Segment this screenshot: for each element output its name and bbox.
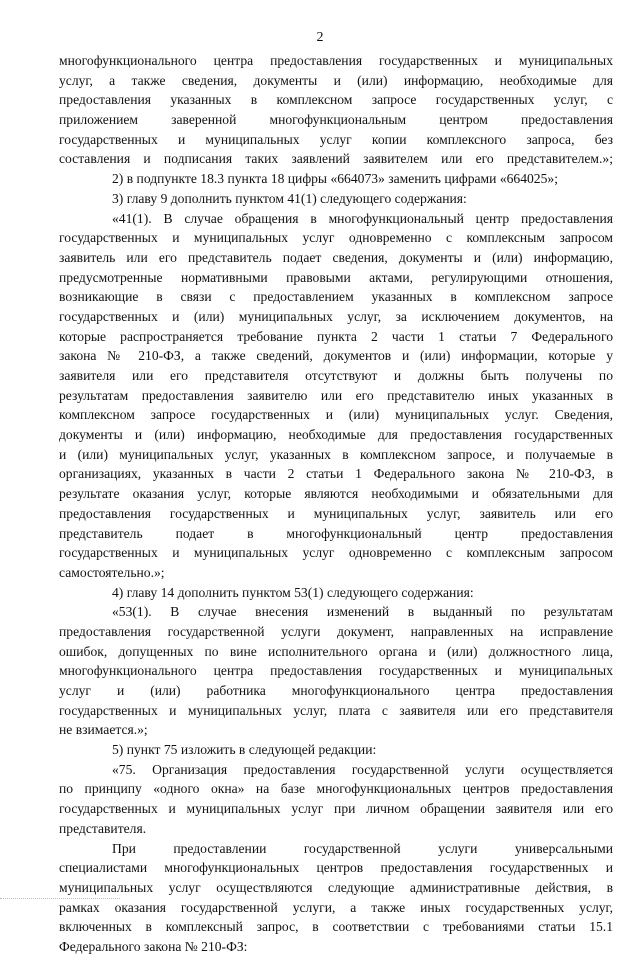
text-line: «41(1). В случае обращения в многофункциональный центр предоставления	[112, 210, 613, 226]
text-line: заявителя или его представителя отсутствуют и должны быть получены по	[59, 368, 613, 383]
text-line: составления и подписания таких заявлений заявителем или его представителем.»;	[59, 151, 613, 167]
text-line: многофункционального центра предоставления государственных и муниципальных	[59, 53, 613, 68]
text-line: государственных и муниципальных услуг при личном обращении заявителя или его	[59, 801, 613, 817]
text-line: государственных и (или) муниципальных услуг, за исключением документов, на	[59, 308, 613, 324]
text-line: результатам предоставления заявителю или его представителю иных указанных в	[59, 387, 613, 403]
text-line: результате оказания услуг, которые являются необходимыми и обязательными для	[59, 486, 613, 502]
text-line: 4) главу 14 дополнить пунктом 53(1) следующего содержания:	[112, 584, 474, 600]
document-body	[59, 51, 613, 957]
text-line: представитель подает в многофункциональный центр предоставления	[59, 525, 613, 541]
text-line: и (или) муниципальных услуг, указанных в комплексном запросе, и получаемые в	[59, 446, 613, 462]
text-line: ошибок, допущенных по вине исполнительного органа и (или) должностного лица,	[59, 643, 613, 659]
text-line: услуг и (или) работника многофункционального центра предоставления	[59, 683, 613, 698]
text-line: предоставления указанных в комплексном запросе государственных услуг, с	[59, 92, 613, 108]
text-line: не взимается.»;	[59, 722, 148, 738]
text-line: государственных и муниципальных услуг копии комплексного запроса, без	[59, 131, 613, 147]
text-line: При предоставлении государственной услуги универсальными	[112, 840, 613, 856]
text-line: услуг, а также сведения, документы и (или) информацию, необходимые для	[59, 72, 613, 88]
text-line: возникающие в связи с предоставлением указанных в комплексном запросе	[59, 289, 613, 305]
text-line: предусмотренные нормативными правовыми актами, регулирующими отношения,	[59, 269, 613, 285]
text-line: приложением заверенной многофункциональным центром предоставления	[59, 112, 613, 128]
text-line: многофункционального центра предоставления государственных и муниципальных	[59, 663, 613, 679]
text-line: Федерального закона № 210-ФЗ:	[59, 938, 248, 954]
text-line: самостоятельно.»;	[59, 564, 165, 580]
text-line: муниципальных услуг осуществляются следующие административные действия, в	[59, 879, 613, 895]
text-line: закона № 210-ФЗ, а также сведений, документов и (или) информации, которые у	[59, 348, 613, 364]
text-line: включенных в комплексный запрос, в соответствии с требованиями статьи 15.1	[59, 919, 613, 935]
text-line: «53(1). В случае внесения изменений в выданный по результатам	[112, 604, 613, 620]
text-line: государственных и муниципальных услуг одновременно с комплексным запросом	[59, 230, 613, 246]
text-line: документы и (или) информацию, необходимые для предоставления государственных	[59, 427, 613, 443]
text-line: «75. Организация предоставления государственной услуги осуществляется	[112, 761, 613, 777]
text-line: комплексном запросе государственных и (или) муниципальных услуг. Сведения,	[59, 407, 613, 423]
text-line: 5) пункт 75 изложить в следующей редакции:	[112, 742, 377, 758]
text-line: рамках оказания государственной услуги, а также иных государственных услуг,	[59, 899, 613, 915]
page-number: 2	[316, 30, 324, 45]
text-line: 3) главу 9 дополнить пунктом 41(1) следующего содержания:	[112, 190, 467, 206]
text-line: специалистами многофункциональных центров предоставления государственных и	[59, 860, 613, 876]
scan-artifact	[0, 898, 120, 903]
text-line: государственных и муниципальных услуг, плата с заявителя или его представителя	[59, 702, 613, 718]
text-line: организациях, указанных в части 2 статьи 1 Федерального закона № 210-ФЗ, в	[59, 466, 613, 482]
text-line: представителя.	[59, 820, 147, 836]
text-line: государственных и муниципальных услуг одновременно с комплексным запросом	[59, 545, 613, 561]
text-line: по принципу «одного окна» на базе многофункциональных центров предоставления	[59, 781, 613, 797]
text-line: заявитель или его представитель подает сведения, документы и (или) информацию,	[59, 249, 613, 265]
text-line: предоставления государственных и муниципальных услуг, заявитель или его	[59, 505, 613, 521]
text-line: которые распространяется требование пункта 2 части 1 статьи 7 Федерального	[59, 328, 613, 344]
text-line: 2) в подпункте 18.3 пункта 18 цифры «664073» заменить цифрами «664025»;	[112, 171, 558, 187]
text-line: предоставления государственной услуги документ, направленных на исправление	[59, 623, 613, 639]
